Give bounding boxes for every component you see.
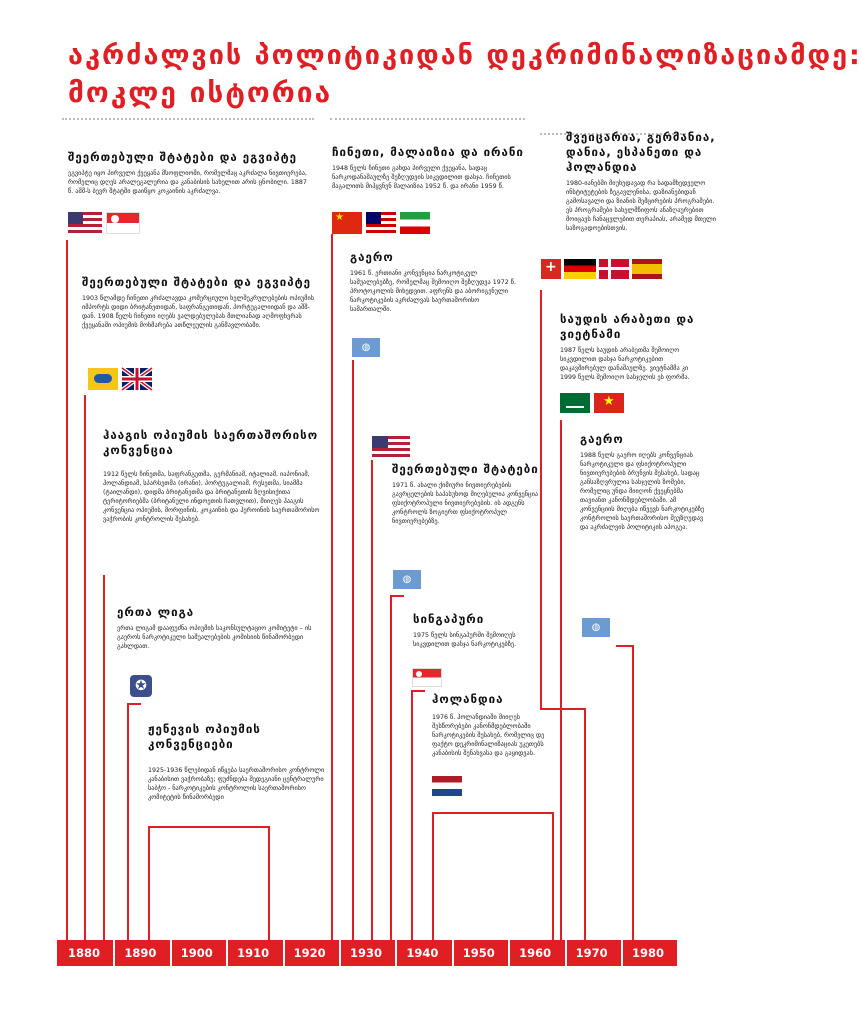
timeline-year-label: 1960 [519,946,552,960]
timeline-line [84,395,86,940]
timeline-line [632,645,634,940]
event-text: 1976 წ. ჰოლანდიაში მიიღეს შესწორებები კანონმდებლობაში ნარკოტიკების შესახებ, რომელიც დე ფაქტო დეკრიმინალიზაციას უკეთებს კანაბისის შენახვასა და გაყიდვას. [432,714,545,757]
event-heading: გაერო [350,250,394,264]
event-hague-convention [103,428,328,524]
timeline-line [432,812,434,940]
flags-china-malaysia-iran [332,212,430,234]
timeline-line [371,460,373,940]
event-text: 1903 წლამდე ჩინეთი კრძალავდა კომერციული ხელშეკრულებების ოპიუმის იმპორტს დიდი ბრიტანეთიდან, საფრანგეთიდან, პორტუგალიიდან და აშშ-დან. 1908 წელს ჩინეთი იღებს ვალდებულებას მთლიანად აღმოფხვრას ქვეყანაში ოპიუმის მოხმარება ათწლეულის განმავლობაში. [82,295,314,329]
timeline-year-label: 1940 [406,946,439,960]
event-un-1988 [580,432,705,532]
vietnam-flag-icon: ★ [594,393,624,413]
event-heading: სინგაპური [413,612,485,626]
timeline-year-label: 1890 [124,946,157,960]
event-usa-egypt-1903 [82,275,317,330]
timeline-line [103,575,105,940]
switzerland-flag-icon: + [541,259,561,279]
usa-flag-icon [372,436,410,458]
timeline-line [66,240,68,940]
event-un-1961 [350,250,520,314]
event-text: 1948 წელს ჩინეთი გახდა პირველი ქვეყანა, სადაც ნარკოდანაშაულზე შეზღუდვის სიკვდილით დასჯა. ჩინეთის მაგალითს მიჰყვნენ მალაიზია 1952 წ. და ირანი 1959 წ. [332,165,511,190]
event-harm-reduction-1980s [566,130,716,233]
event-heading: შეერთებული შტატები და ეგვიპტე [82,275,312,289]
timeline-line [148,826,150,940]
event-china-malaysia-iran [332,145,527,191]
page-title-line2: მოკლე ისტორია [68,76,333,109]
timeline-year-label: 1900 [180,946,213,960]
event-text: 1925-1936 წლებიდან იწყება საერთაშორისო კონტროლი კანაბისით ვაჭრობაზე; ფუძნდება შედეგიანი ცენტრალური საბჭო - ნარკოტიკების კონტროლის საერთაშორისო კომიტეტის წინამორბედი [148,767,325,801]
event-heading: ჩინეთი, მალაიზია და ირანი [332,145,524,159]
timeline-line [432,812,552,814]
timeline-line [560,420,562,940]
timeline-year-label: 1950 [462,946,495,960]
timeline-line [616,645,634,647]
timeline-line [411,690,413,940]
event-heading: ჟენევის ოპიუმის კონვენციები [148,722,261,751]
qing-dragon-flag-icon [88,368,118,390]
event-saudi-vietnam [560,312,695,382]
timeline-tick [226,940,228,966]
un-flag-icon: ◍ [352,338,380,357]
flags-saudi-vietnam [560,393,624,413]
event-heading: შვეიცარია, გერმანია, დანია, ესპანეთი და ჰოლანდია [566,130,716,174]
timeline-year-label: 1930 [349,946,382,960]
timeline-tick [395,940,397,966]
flags-qing-uk [88,368,152,390]
iran-flag-icon [400,212,430,234]
timeline-line [411,690,425,692]
denmark-flag-icon [599,259,629,279]
malaysia-flag-icon [366,212,396,234]
dotted-separator [330,118,525,120]
event-geneva-conventions [148,722,338,802]
event-heading: გაერო [580,432,624,446]
singapore-flag-icon [106,212,140,234]
timeline-tick [113,940,115,966]
event-league-of-nations [117,605,327,651]
timeline-line [148,826,268,828]
timeline-tick [170,940,172,966]
event-usa-1971 [392,462,542,526]
timeline-year-label: 1910 [237,946,270,960]
timeline-line [552,812,554,940]
un-flag-icon: ◍ [393,570,421,589]
event-heading: ჰოლანდია [432,692,504,706]
timeline-line [352,360,354,940]
timeline-line [584,708,586,940]
timeline-line [390,595,392,940]
timeline-tick [339,940,341,966]
event-heading: საუდის არაბეთი და ვიეტნამი [560,312,695,341]
timeline-tick [621,940,623,966]
event-heading: შეერთებული შტატები [392,462,539,476]
timeline-line [331,234,333,940]
spain-flag-icon [632,259,662,279]
timeline-line [268,826,270,940]
timeline-year-label: 1980 [631,946,664,960]
event-text: 1912 წელს ჩინეთმა, საფრანგეთმა, გერმანიამ, იტალიამ, იაპონიამ, ჰოლანდიამ, სპარსეთმა (ირანი), პორტუგალიამ, რუსეთმა, სიამმა (ტაილანდი), დიდმა ბრიტანეთმა და ბრიტანეთის ზღვისიქითა ტერიტორიებმა (ბრიტანული ინდოეთის ჩათვლით), მიიღეს ჰააგის კონვენცია ოპიუმის, მორფინის, კოკაინის და ჰეროინის საერთაშორისო ვაჭრობის კონტროლის შესახებ. [103,471,320,523]
event-text: 1987 წელს საუდის არაბეთმა შემოიღო სიკვდილით დასჯა ნარკოტიკებით დაკავშირებულ დანაშაულზე. ვიეტნამმა კი 1999 წელს შემოიღო სასჯელის ეს ფორმა. [560,347,690,381]
event-text: 1988 წელს გაერო იღებს კონვენციას ნარკოტიკული და ფსიქოტროპული ნივთიერებების ბრუნვის შესახებ, სადაც განსაზღვრულია სასჯელის ზომები, რომელიც უნდა მიიღონ ქვეყნებმა თავიანთ კანონმდებლობაში. ამ კონვენციის მიღება იწვევს ნარკოტიკებზე კონტროლის საერთაშორისო შეუზღუდავ და აკრძალვის პოლიტიკის აპოგეა. [580,452,705,531]
singapore-flag-icon [412,668,442,687]
event-text: 1961 წ. ერთიანი კონვენცია ნარკოტიკულ საშუალებებზე, რომელმაც შემოიღო შეზღუდვა 1972 წ. პროტოკოლის მიხედვით. აფრენს და აბორიგენული ნარკოტიკების აკრძალვას საერთაშორისო სამართალში. [350,270,517,313]
timeline-year-label: 1880 [67,946,100,960]
timeline-line [390,595,404,597]
flags-usa-singapore [68,212,140,234]
event-heading: ერთა ლიგა [117,605,195,619]
flags-europe [541,259,662,279]
netherlands-flag-icon [432,776,462,796]
un-flag-icon: ◍ [582,618,610,637]
timeline-year-label: 1920 [293,946,326,960]
timeline-year-label: 1970 [575,946,608,960]
uk-flag-icon [122,368,152,390]
event-text: 1980-იანებში მიუხედავად რა სადამხედველო ინსტიტუტების ზეგავლენისა, დაზიანებიდან გამოსავალი და ზიანის შემცირების პროგრამები. ეს პროგრამები სახელმწიფოს ანაზღაურებით მოიცავს ჩანაცვლებით თერაპიას, არამედ მთელი საზოგადოებისთვის. [566,180,717,232]
event-text: ეგვიპტე იყო პირველი ქვეყანა მსოფლიოში, რომელმაც აკრძალა ნივთიერება, რომელიც დღეს არალეგალურია და კანაბისის სახელით არის ცნობილი. 1887 წ. აშშ-ს ბევრ შტატში დაიწყო კოკაინის აკრძალვა. [68,170,307,195]
event-text: 1975 წელს სინგაპურში შემოიღეს სიკვდილით დასჯა ნარკოტიკებზე. [413,632,517,648]
timeline-tick [283,940,285,966]
dotted-separator [62,118,314,120]
event-heading: შეერთებული შტატები და ეგვიპტე [68,150,298,164]
event-text: 1971 წ. ახალი ქიმიური ნივთიერებების გავრცელების საპასუხოდ მიღებულია კონვენცია ფსიქოტროპული ნივთიერებების. ის ადგენს კონტროლს ზოგიერთ ფსიქოტროპულ ნივთიერებებზე. [392,482,539,525]
timeline-line [127,703,129,940]
event-singapore-1975 [413,612,533,649]
timeline-tick [452,940,454,966]
timeline-tick [508,940,510,966]
event-usa-egypt-1887 [68,150,308,196]
page-title-line1: აკრძალვის პოლიტიკიდან დეკრიმინალიზაციამდე: [68,40,862,71]
china-flag-icon: ★ [332,212,362,234]
event-heading: ჰააგის ოპიუმის საერთაშორისო კონვენცია [103,428,319,457]
event-netherlands-1976 [432,692,552,758]
saudi-arabia-flag-icon [560,393,590,413]
league-of-nations-emblem-icon: ✪ [130,675,152,697]
usa-flag-icon [68,212,102,234]
timeline-line [127,703,141,705]
germany-flag-icon [564,259,596,279]
event-text: ერთა ლიგამ დააფუძნა ოპიუმის საკონსულტაციო კომიტეტი – ის გაეროს ნარკოტიკული საშუალებების კომისიის წინამორბედი გახლდათ. [117,625,312,650]
timeline-tick [565,940,567,966]
